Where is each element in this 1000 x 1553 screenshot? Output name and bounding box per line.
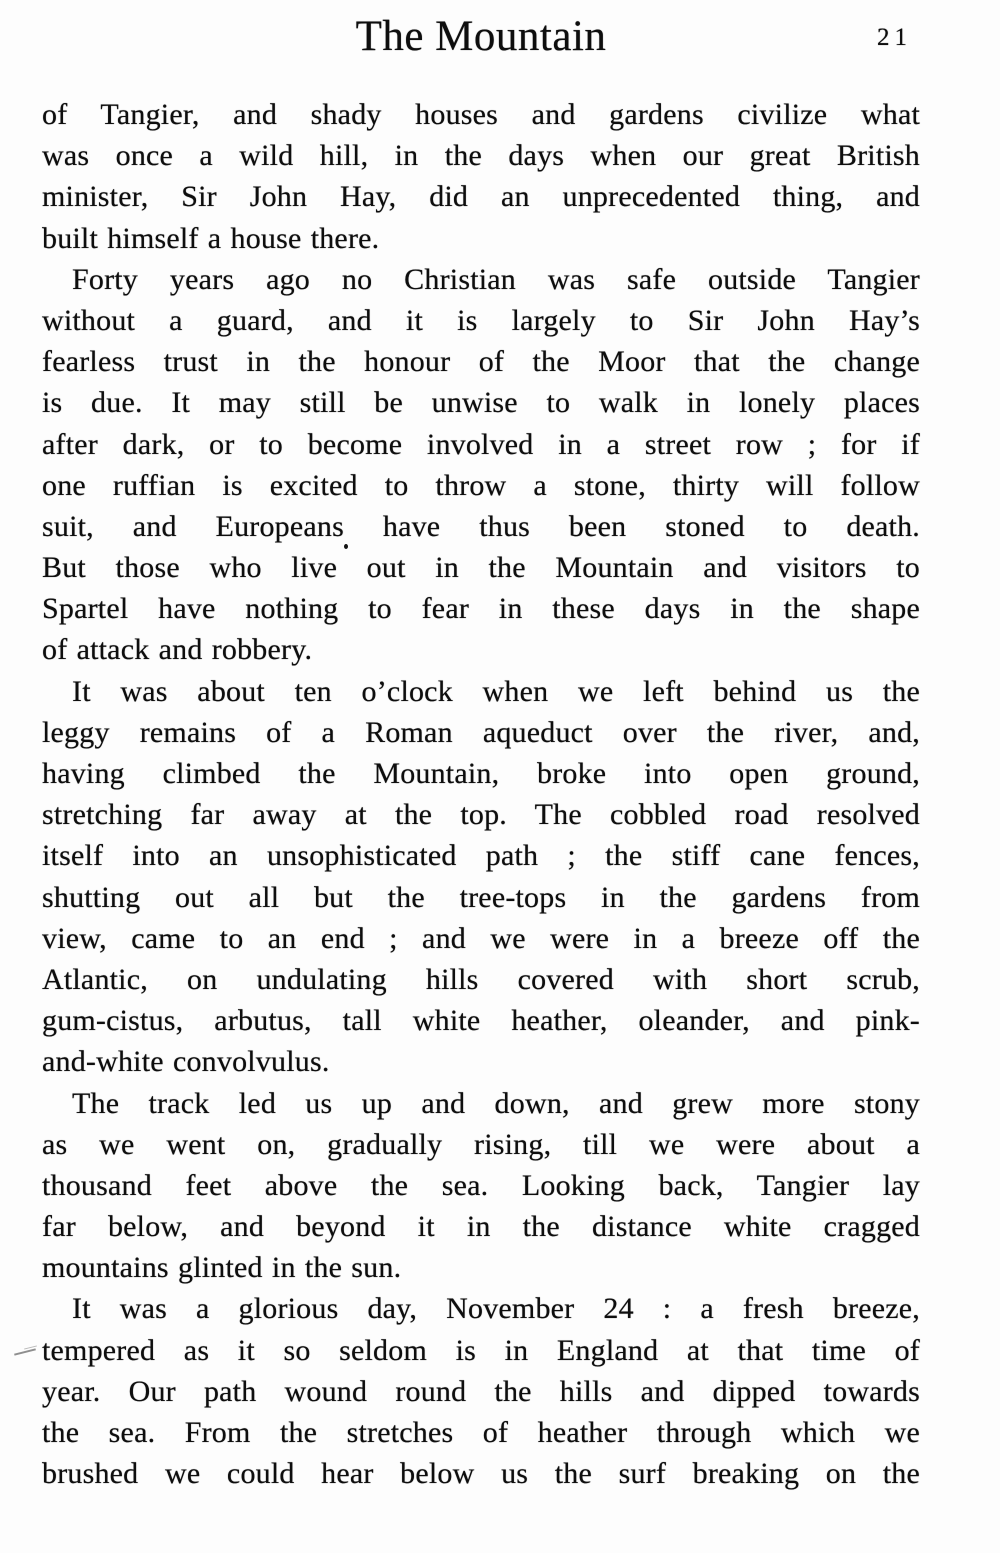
text-line: suit, and Europeans have thus been stoned to death. — [42, 509, 920, 543]
text-line: tempered as it so seldom is in England at that time of — [42, 1333, 920, 1367]
page-header — [42, 12, 920, 68]
text-line: itself into an unsophisticated path ; the stiff cane fences, — [42, 839, 920, 873]
text-line: shutting out all but the tree-tops in the gardens from — [42, 880, 920, 914]
text-line: of Tangier, and shady houses and gardens civilize what — [42, 98, 920, 131]
text-line: Spartel have nothing to fear in these days in the shape — [42, 592, 920, 626]
text-line: view, came to an end ; and we were in a breeze off the — [42, 921, 920, 955]
text-line: Forty years ago no Christian was safe outside Tangier — [72, 262, 920, 296]
text-block — [42, 94, 920, 1494]
text-line: It was a glorious day, November 24 : a fresh breeze, — [72, 1292, 920, 1326]
text-line: as we went on, gradually rising, till we were about a — [42, 1127, 920, 1161]
text-line: It was about ten o’clock when we left behind us the — [72, 674, 920, 708]
text-line: minister, Sir John Hay, did an unprecedented thing, and — [42, 180, 920, 214]
text-line: But those who live out in the Mountain and visitors to — [42, 551, 920, 585]
text-line: gum-cistus, arbutus, tall white heather, oleander, and pink- — [42, 1004, 920, 1038]
margin-pencil-tick-mark — [12, 1344, 42, 1358]
text-line: mountains glinted in the sun. — [42, 1251, 402, 1285]
text-line: and-white convolvulus. — [42, 1045, 330, 1079]
text-line: the sea. From the stretches of heather through which we — [42, 1416, 920, 1449]
running-head-title: The Mountain — [355, 13, 607, 60]
text-line: having climbed the Mountain, broke into open ground, — [42, 757, 920, 790]
text-line: thousand feet above the sea. Looking back, Tangier lay — [42, 1168, 920, 1202]
text-line: far below, and beyond it in the distance white cragged — [42, 1210, 920, 1244]
text-line: without a guard, and it is largely to Sir John Hay’s — [42, 303, 920, 337]
text-line: brushed we could hear below us the surf breaking on the — [42, 1457, 920, 1491]
stray-ink-dot — [344, 544, 348, 549]
text-line: stretching far away at the top. The cobbled road resolved — [42, 798, 920, 832]
text-line: Atlantic, on undulating hills covered with short scrub, — [42, 962, 920, 996]
text-line: built himself a house there. — [42, 221, 380, 255]
text-line: after dark, or to become involved in a street row ; for if — [42, 427, 920, 461]
page-number: 21 — [877, 24, 912, 51]
text-line: fearless trust in the honour of the Moor that the change — [42, 345, 920, 379]
text-line: year. Our path wound round the hills and dipped towards — [42, 1374, 920, 1408]
text-line: is due. It may still be unwise to walk in lonely places — [42, 386, 920, 420]
text-line: The track led us up and down, and grew more stony — [72, 1086, 920, 1120]
text-line: leggy remains of a Roman aqueduct over the river, and, — [42, 715, 920, 749]
text-line: one ruffian is excited to throw a stone, thirty will follow — [42, 468, 920, 502]
text-line: was once a wild hill, in the days when our great British — [42, 139, 920, 173]
text-line: of attack and robbery. — [42, 633, 313, 667]
